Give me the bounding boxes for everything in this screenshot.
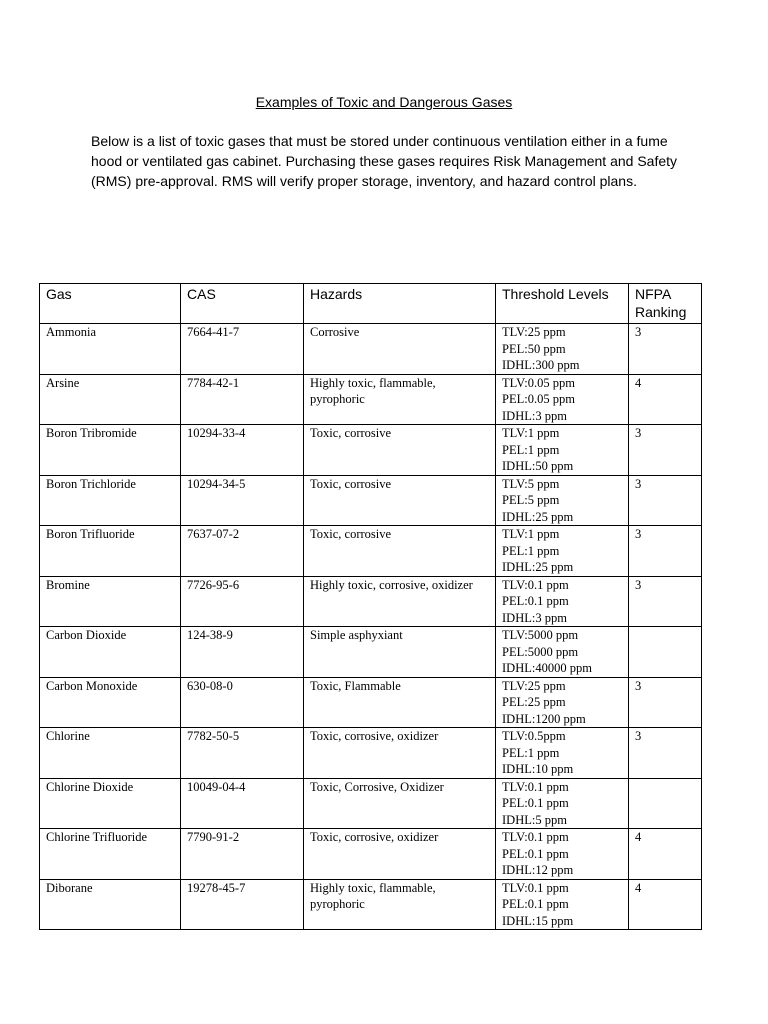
cell-threshold-levels <box>496 374 629 425</box>
cell-gas: Boron Tribromide <box>40 425 181 476</box>
idhl-value: IDHL:25 ppm <box>502 560 574 574</box>
cell-threshold-levels <box>496 879 629 930</box>
table-row <box>40 324 702 375</box>
cell-cas: 7784-42-1 <box>181 374 304 425</box>
tlv-value: TLV:0.05 ppm <box>502 375 575 390</box>
pel-value: PEL:0.1 ppm <box>502 594 569 608</box>
tlv-value: TLV:0.1 ppm <box>502 779 569 794</box>
cell-nfpa-ranking: 3 <box>629 475 702 526</box>
cell-hazards: Toxic, corrosive <box>304 425 496 476</box>
cell-cas: 10049-04-4 <box>181 778 304 829</box>
intro-paragraph: Below is a list of toxic gases that must be stored under continuous ventilation either in a fume hood or ventilated gas cabinet. Purchasing these gases requires Risk Management and Safety (RMS) pre-approval. RMS will verify proper storage, inventory, and hazard control plans. <box>91 133 678 189</box>
table-row <box>40 728 702 779</box>
table-row <box>40 526 702 577</box>
document-title: Examples of Toxic and Dangerous Gases <box>255 94 513 110</box>
table-row <box>40 778 702 829</box>
tlv-value: TLV:25 ppm <box>502 325 566 339</box>
cell-threshold-levels <box>496 475 629 526</box>
cell-cas: 19278-45-7 <box>181 879 304 930</box>
cell-hazards: Corrosive <box>304 324 496 375</box>
table-row <box>40 374 702 425</box>
pel-value: PEL:5000 ppm <box>502 644 579 659</box>
cell-gas: Boron Trichloride <box>40 475 181 526</box>
idhl-value: IDHL:25 ppm <box>502 509 574 524</box>
idhl-value: IDHL:5 ppm <box>502 812 567 827</box>
table-row <box>40 425 702 476</box>
cell-gas: Diborane <box>40 879 181 930</box>
cell-threshold-levels <box>496 526 629 577</box>
cell-threshold-levels <box>496 425 629 476</box>
cell-cas: 10294-34-5 <box>181 475 304 526</box>
cell-threshold-levels <box>496 677 629 728</box>
cell-nfpa-ranking: 3 <box>629 425 702 476</box>
pel-value: PEL:1 ppm <box>502 442 560 457</box>
idhl-value: IDHL:3 ppm <box>502 408 567 423</box>
cell-cas: 7637-07-2 <box>181 526 304 577</box>
pel-value: PEL:5 ppm <box>502 493 560 507</box>
cell-hazards: Highly toxic, flammable, pyrophoric <box>304 879 496 930</box>
cell-hazards: Toxic, corrosive <box>304 475 496 526</box>
cell-cas: 10294-33-4 <box>181 425 304 476</box>
cell-hazards: Toxic, corrosive, oxidizer <box>304 829 496 880</box>
table-header-row <box>40 284 702 324</box>
idhl-value: IDHL:300 ppm <box>502 358 580 372</box>
tlv-value: TLV:0.5ppm <box>502 729 566 743</box>
cell-cas: 7726-95-6 <box>181 576 304 627</box>
cell-nfpa-ranking: 3 <box>629 576 702 627</box>
pel-value: PEL:0.1 ppm <box>502 846 569 861</box>
cell-cas: 630-08-0 <box>181 677 304 728</box>
idhl-value: IDHL:3 ppm <box>502 610 567 625</box>
cell-threshold-levels <box>496 324 629 375</box>
table-row <box>40 576 702 627</box>
cell-nfpa-ranking: 4 <box>629 879 702 930</box>
cell-gas: Chlorine Trifluoride <box>40 829 181 880</box>
header-cas: CAS <box>181 284 304 324</box>
pel-value: PEL:1 ppm <box>502 543 560 558</box>
cell-hazards: Highly toxic, corrosive, oxidizer <box>304 576 496 627</box>
pel-value: PEL:0.05 ppm <box>502 392 575 406</box>
cell-threshold-levels <box>496 627 629 678</box>
idhl-value: IDHL:15 ppm <box>502 913 574 928</box>
cell-hazards: Toxic, corrosive <box>304 526 496 577</box>
cell-threshold-levels <box>496 778 629 829</box>
tlv-value: TLV:0.1 ppm <box>502 880 569 895</box>
cell-hazards: Toxic, Flammable <box>304 677 496 728</box>
cell-gas: Ammonia <box>40 324 181 375</box>
cell-hazards: Toxic, Corrosive, Oxidizer <box>304 778 496 829</box>
table-row <box>40 475 702 526</box>
cell-cas: 124-38-9 <box>181 627 304 678</box>
cell-hazards: Simple asphyxiant <box>304 627 496 678</box>
cell-gas: Boron Trifluoride <box>40 526 181 577</box>
header-threshold-levels: Threshold Levels <box>496 284 629 324</box>
pel-value: PEL:1 ppm <box>502 745 560 760</box>
cell-nfpa-ranking <box>629 778 702 829</box>
tlv-value: TLV:1 ppm <box>502 527 560 541</box>
tlv-value: TLV:0.1 ppm <box>502 830 569 844</box>
table-row <box>40 829 702 880</box>
tlv-value: TLV:25 ppm <box>502 678 566 693</box>
table-row <box>40 879 702 930</box>
header-nfpa-ranking: NFPA Ranking <box>629 284 702 324</box>
header-hazards: Hazards <box>304 284 496 324</box>
cell-cas: 7782-50-5 <box>181 728 304 779</box>
cell-gas: Chlorine <box>40 728 181 779</box>
cell-nfpa-ranking: 3 <box>629 677 702 728</box>
cell-nfpa-ranking: 3 <box>629 324 702 375</box>
cell-gas: Chlorine Dioxide <box>40 778 181 829</box>
cell-threshold-levels <box>496 576 629 627</box>
cell-nfpa-ranking: 3 <box>629 728 702 779</box>
cell-cas: 7664-41-7 <box>181 324 304 375</box>
tlv-value: TLV:0.1 ppm <box>502 577 569 592</box>
cell-threshold-levels <box>496 829 629 880</box>
cell-nfpa-ranking: 4 <box>629 829 702 880</box>
cell-gas: Carbon Dioxide <box>40 627 181 678</box>
cell-cas: 7790-91-2 <box>181 829 304 880</box>
tlv-value: TLV:5000 ppm <box>502 628 579 642</box>
pel-value: PEL:25 ppm <box>502 695 566 709</box>
idhl-value: IDHL:40000 ppm <box>502 661 592 675</box>
cell-nfpa-ranking: 4 <box>629 374 702 425</box>
pel-value: PEL:0.1 ppm <box>502 796 569 810</box>
tlv-value: TLV:1 ppm <box>502 426 560 440</box>
header-gas: Gas <box>40 284 181 324</box>
toxic-gases-table <box>39 283 702 930</box>
cell-gas: Carbon Monoxide <box>40 677 181 728</box>
cell-hazards: Toxic, corrosive, oxidizer <box>304 728 496 779</box>
table-row <box>40 627 702 678</box>
cell-hazards: Highly toxic, flammable, pyrophoric <box>304 374 496 425</box>
tlv-value: TLV:5 ppm <box>502 476 560 491</box>
cell-gas: Arsine <box>40 374 181 425</box>
cell-gas: Bromine <box>40 576 181 627</box>
table-body <box>40 324 702 930</box>
idhl-value: IDHL:1200 ppm <box>502 711 586 726</box>
table-row <box>40 677 702 728</box>
cell-nfpa-ranking: 3 <box>629 526 702 577</box>
idhl-value: IDHL:10 ppm <box>502 762 574 776</box>
pel-value: PEL:0.1 ppm <box>502 897 569 911</box>
cell-nfpa-ranking <box>629 627 702 678</box>
idhl-value: IDHL:12 ppm <box>502 863 574 877</box>
pel-value: PEL:50 ppm <box>502 341 566 356</box>
cell-threshold-levels <box>496 728 629 779</box>
idhl-value: IDHL:50 ppm <box>502 459 574 473</box>
